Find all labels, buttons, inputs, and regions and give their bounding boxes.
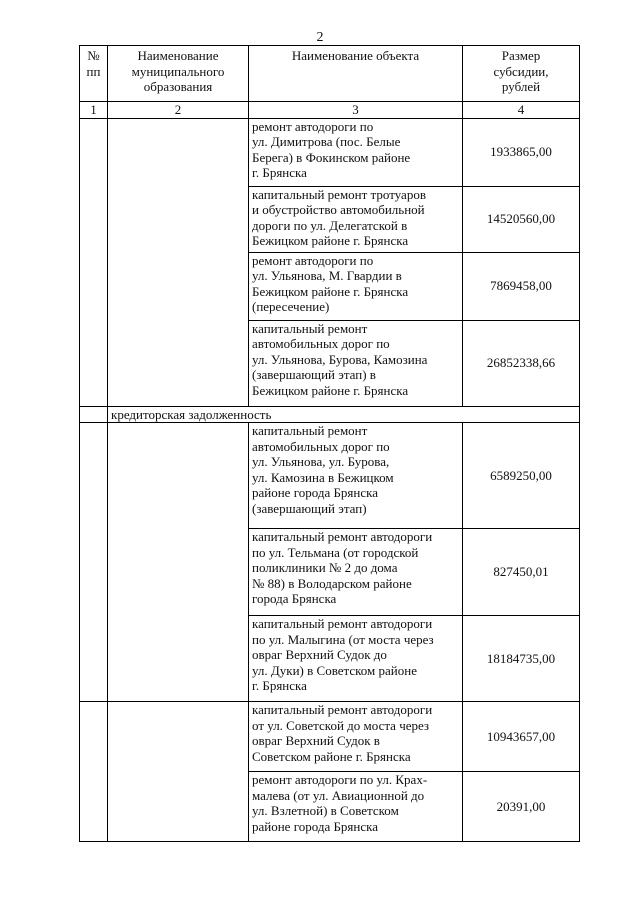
object-name-cell [249,702,463,772]
object-name-line: овраг Верхний Судок до [252,647,387,662]
subsidy-table-body [80,46,580,842]
object-name-line: капитальный ремонт [252,423,368,438]
municipality-cell [108,702,249,842]
subsidy-amount-cell: 18184735,00 [463,616,580,702]
object-name-line: ул. Димитрова (пос. Белые [252,134,401,149]
object-name-line: г. Брянска [252,165,307,180]
object-name-line: капитальный ремонт автодороги [252,529,433,544]
header-amount [463,46,580,102]
municipality-cell [108,423,249,702]
object-name-line: капитальный ремонт тротуаров [252,186,426,202]
subsidy-amount-cell: 14520560,00 [463,186,580,252]
header-line: рублей [501,79,541,94]
header-line: № [87,48,100,63]
number-cell [80,702,108,842]
object-name-line: и обустройство автомобильной [252,202,425,217]
object-name-line: Берега) в Фокинском районе [252,149,411,165]
object-name-line: по ул. Малыгина (от моста через [252,631,434,647]
object-name-line: города Брянска [252,591,337,606]
header-municipality [108,46,249,102]
column-index-4: 4 [463,102,580,119]
subsidy-amount-cell: 1933865,00 [463,118,580,186]
object-name-line: автомобильных дорог по [252,336,390,351]
object-name-line: поликлиники № 2 до дома [252,560,398,575]
object-name-line: ул. Ульянова, Бурова, Камозина [252,351,428,367]
object-name-line: Советском районе г. Брянска [252,748,411,764]
section-row [80,406,580,423]
object-name-line: от ул. Советской до моста через [252,717,430,733]
header-object [249,46,463,102]
subsidy-table [79,45,580,842]
page-number: 2 [316,30,324,45]
section-label: кредиторская задолженность [108,406,463,423]
municipality-cell [108,118,249,406]
table-row [80,118,580,186]
header-line: муниципального [131,63,225,79]
header-number [80,46,108,102]
object-name-cell [249,616,463,702]
object-name-cell [249,252,463,320]
object-name-line: ул. Взлетной) в Советском [252,803,399,818]
table-row [80,702,580,772]
number-cell [80,118,108,406]
column-index-1: 1 [80,102,108,119]
object-name-cell [249,186,463,252]
column-index-3: 3 [249,102,463,119]
table-header-row [80,46,580,102]
object-name-line: капитальный ремонт автодороги [252,702,433,717]
subsidy-amount-cell: 6589250,00 [463,423,580,529]
object-name-cell [249,118,463,186]
object-name-line: ремонт автодороги по [252,118,374,134]
object-name-cell [249,320,463,406]
object-name-line: малева (от ул. Авиационной до [252,787,425,803]
subsidy-amount-cell: 26852338,66 [463,320,580,406]
object-name-line: капитальный ремонт [252,320,368,336]
object-name-line: автомобильных дорог по [252,438,390,454]
object-name-line: Бежицком районе г. Брянска [252,382,409,398]
object-name-cell [249,423,463,529]
header-line: пп [86,63,101,79]
object-name-line: ул. Камозина в Бежицком [252,469,394,485]
subsidy-amount-cell: 827450,01 [463,529,580,616]
object-name-line: (завершающий этап) [252,500,367,516]
subsidy-amount-cell: 20391,00 [463,772,580,842]
object-name-line: (пересечение) [252,299,330,314]
header-line: Наименование объекта [291,48,420,63]
object-name-line: ремонт автодороги по [252,252,374,268]
object-name-line: ул. Ульянова, ул. Бурова, [252,454,390,469]
object-name-cell [249,772,463,842]
subsidy-amount-cell: 10943657,00 [463,702,580,772]
object-name-line: ремонт автодороги по ул. Крах- [252,772,428,787]
column-index-row [80,102,580,119]
subsidy-amount-cell: 7869458,00 [463,252,580,320]
section-number-cell [80,406,108,423]
header-line: Размер [501,48,541,63]
section-amount-cell [463,406,580,423]
object-name-line: г. Брянска [252,678,307,693]
object-name-line: районе города Брянска [252,818,379,834]
object-name-line: № 88) в Володарском районе [252,575,412,591]
object-name-line: Бежицком районе г. Брянска [252,233,409,248]
object-name-line: ул. Ульянова, М. Гвардии в [252,268,402,283]
object-name-line: (завершающий этап) в [252,367,376,382]
object-name-line: Бежицком районе г. Брянска [252,283,409,299]
number-cell [80,423,108,702]
object-name-cell [249,529,463,616]
object-name-line: овраг Верхний Судок в [252,733,380,748]
column-index-2: 2 [108,102,249,119]
object-name-line: районе города Брянска [252,485,379,500]
object-name-line: дороги по ул. Делегатской в [252,217,408,233]
header-line: Наименование [137,48,219,63]
header-line: образования [143,79,213,94]
object-name-line: капитальный ремонт автодороги [252,616,433,631]
header-line: субсидии, [493,63,549,79]
object-name-line: по ул. Тельмана (от городской [252,544,419,560]
table-row [80,423,580,529]
object-name-line: ул. Дуки) в Советском районе [252,662,417,678]
